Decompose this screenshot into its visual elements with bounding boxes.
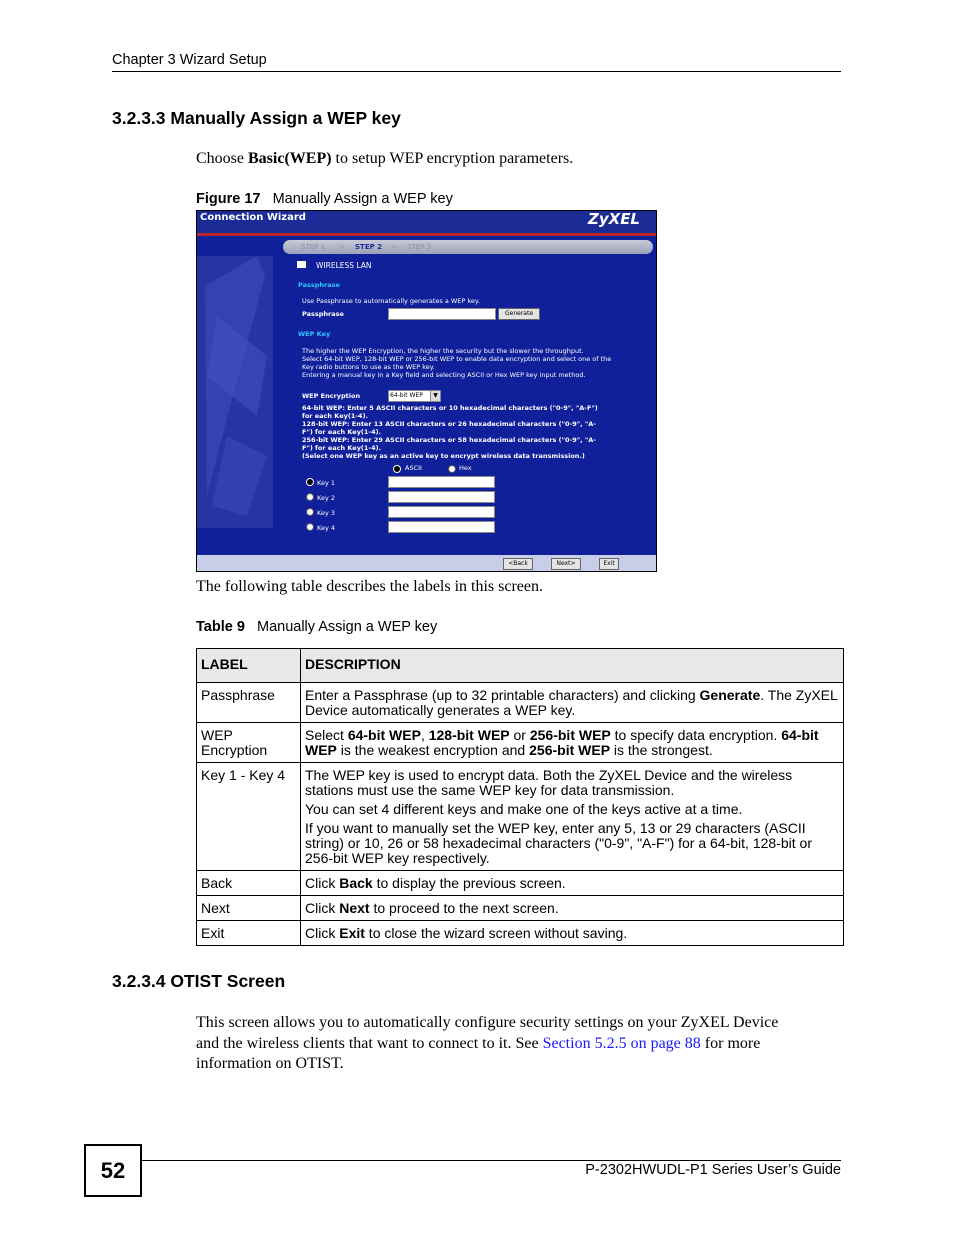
row-label: Back — [197, 871, 301, 896]
wep-encryption-label: WEP Encryption — [302, 392, 361, 400]
passphrase-heading: Passphrase — [298, 281, 340, 289]
wizard-screenshot — [196, 210, 657, 572]
row-label: WEP Encryption — [197, 723, 301, 763]
generate-button[interactable]: Generate — [498, 308, 540, 320]
section-link[interactable]: Section 5.2.5 on page 88 — [542, 1034, 701, 1052]
table-header-row — [197, 649, 844, 683]
wep-desc-line: Select 64-bit WEP, 128-bit WEP or 256-bit WEP to enable data encryption and select one of the — [302, 355, 612, 363]
key1-input[interactable] — [388, 476, 495, 488]
wep-encryption-value: 64-bit WEP — [390, 392, 423, 399]
row-label: Passphrase — [197, 683, 301, 723]
step-3: STEP 3 — [407, 243, 432, 251]
decorative-panel — [197, 256, 273, 528]
key1-radio[interactable] — [306, 478, 314, 486]
exit-button[interactable]: Exit — [599, 558, 619, 570]
page-number: 52 — [84, 1144, 142, 1197]
key1-label: Key 1 — [317, 479, 335, 487]
key2-label: Key 2 — [317, 494, 335, 502]
intro-paragraph: Choose Basic(WEP) to setup WEP encryption parameters. — [196, 150, 574, 167]
note-line: F") for each Key(1-4). — [302, 444, 382, 452]
table-row — [197, 871, 844, 896]
row-label: Key 1 - Key 4 — [197, 763, 301, 871]
ascii-label: ASCII — [405, 464, 422, 472]
step-2: STEP 2 — [355, 243, 383, 251]
wep-desc-line: Entering a manual key in a Key field and selecting ASCII or Hex WEP key input method. — [302, 371, 586, 379]
wep-key-table — [196, 648, 844, 946]
wizard-steps-bar — [283, 240, 653, 254]
hex-radio[interactable] — [448, 465, 456, 473]
folder-icon — [297, 261, 306, 268]
table-row — [197, 921, 844, 946]
ascii-radio[interactable] — [393, 465, 401, 473]
row-description: The WEP key is used to encrypt data. Both the ZyXEL Device and the wireless stations must use the same WEP key for data transmission. You can set 4 different keys and make one of the keys active at a time. If you want to manually set the WEP key, enter any 5, 13 or 29 characters (ASCII string) or 10, 26 or 58 hexadecimal characters ("0-9", "A-F") for a 64-bit, 128-bit or 256-bit WEP key respectively. — [301, 763, 844, 871]
key2-input[interactable] — [388, 491, 495, 503]
header-rule — [112, 71, 841, 72]
table-row — [197, 723, 844, 763]
wizard-titlebar — [197, 211, 656, 233]
figure-caption: Figure 17 Manually Assign a WEP key — [196, 191, 453, 207]
note-line: F") for each Key(1-4). — [302, 428, 382, 436]
wizard-button-bar — [197, 555, 656, 571]
section-heading-otist: 3.2.3.4 OTIST Screen — [112, 971, 286, 991]
key2-radio[interactable] — [306, 493, 314, 501]
key3-input[interactable] — [388, 506, 495, 518]
key4-label: Key 4 — [317, 524, 335, 532]
key3-label: Key 3 — [317, 509, 335, 517]
row-description: Select 64-bit WEP, 128-bit WEP or 256-bit WEP to specify data encryption. 64-bit WEP is the weakest encryption and 256-bit WEP is the strongest. — [301, 723, 844, 763]
guide-title: P-2302HWUDL-P1 Series User’s Guide — [585, 1162, 841, 1178]
row-label: Next — [197, 896, 301, 921]
col-description-header: DESCRIPTION — [301, 649, 844, 683]
chevron-down-icon: ▼ — [430, 391, 440, 401]
step-arrow-icon: > — [339, 243, 345, 251]
passphrase-hint: Use Passphrase to automatically generates a WEP key. — [302, 297, 480, 305]
decorative-x-graphic — [197, 256, 273, 528]
wep-desc-line: The higher the WEP Encryption, the higher the security but the slower the throughput. — [302, 347, 584, 355]
hex-label: Hex — [459, 464, 472, 472]
wep-key-heading: WEP Key — [298, 330, 331, 338]
step-arrow-icon: > — [391, 243, 397, 251]
wireless-lan-title: WIRELESS LAN — [316, 261, 372, 270]
row-description: Click Back to display the previous screen. — [301, 871, 844, 896]
passphrase-label: Passphrase — [302, 310, 344, 318]
row-label: Exit — [197, 921, 301, 946]
passphrase-input[interactable] — [388, 308, 496, 320]
note-line: 128-bit WEP: Enter 13 ASCII characters or 26 hexadecimal characters ("0-9", "A- — [302, 420, 597, 428]
table-row — [197, 896, 844, 921]
titlebar-stripe — [197, 233, 656, 236]
otist-paragraph: This screen allows you to automatically configure security settings on your ZyXEL Device and the wireless clients that want to connect to it. See Section 5.2.5 on page 88 for more information on OTIST. — [196, 1014, 779, 1072]
row-description: Click Next to proceed to the next screen. — [301, 896, 844, 921]
zyxel-logo: ZyXEL — [587, 210, 640, 228]
table-intro: The following table describes the labels in this screen. — [196, 578, 544, 595]
key3-radio[interactable] — [306, 508, 314, 516]
back-button[interactable]: <Back — [503, 558, 533, 570]
key4-radio[interactable] — [306, 523, 314, 531]
key4-input[interactable] — [388, 521, 495, 533]
row-description: Enter a Passphrase (up to 32 printable characters) and clicking Generate. The ZyXEL Device automatically generates a WEP key. — [301, 683, 844, 723]
section-heading-wep: 3.2.3.3 Manually Assign a WEP key — [112, 108, 401, 128]
wizard-title: Connection Wizard — [200, 212, 306, 223]
table-row — [197, 683, 844, 723]
chapter-header: Chapter 3 Wizard Setup — [112, 52, 267, 68]
note-line: for each Key(1-4). — [302, 412, 369, 420]
footer-rule — [140, 1160, 841, 1161]
table-caption: Table 9 Manually Assign a WEP key — [196, 619, 438, 635]
note-line: (Select one WEP key as an active key to encrypt wireless data transmission.) — [302, 452, 585, 460]
wep-encryption-select[interactable] — [388, 390, 441, 402]
table-row — [197, 763, 844, 871]
note-line: 64-bit WEP: Enter 5 ASCII characters or 10 hexadecimal characters ("0-9", "A-F") — [302, 404, 598, 412]
col-label-header: LABEL — [197, 649, 301, 683]
wep-desc-line: Key radio buttons to use as the WEP key. — [302, 363, 435, 371]
step-1: STEP 1 — [301, 243, 326, 251]
row-description: Click Exit to close the wizard screen without saving. — [301, 921, 844, 946]
note-line: 256-bit WEP: Enter 29 ASCII characters or 58 hexadecimal characters ("0-9", "A- — [302, 436, 597, 444]
next-button[interactable]: Next> — [551, 558, 581, 570]
